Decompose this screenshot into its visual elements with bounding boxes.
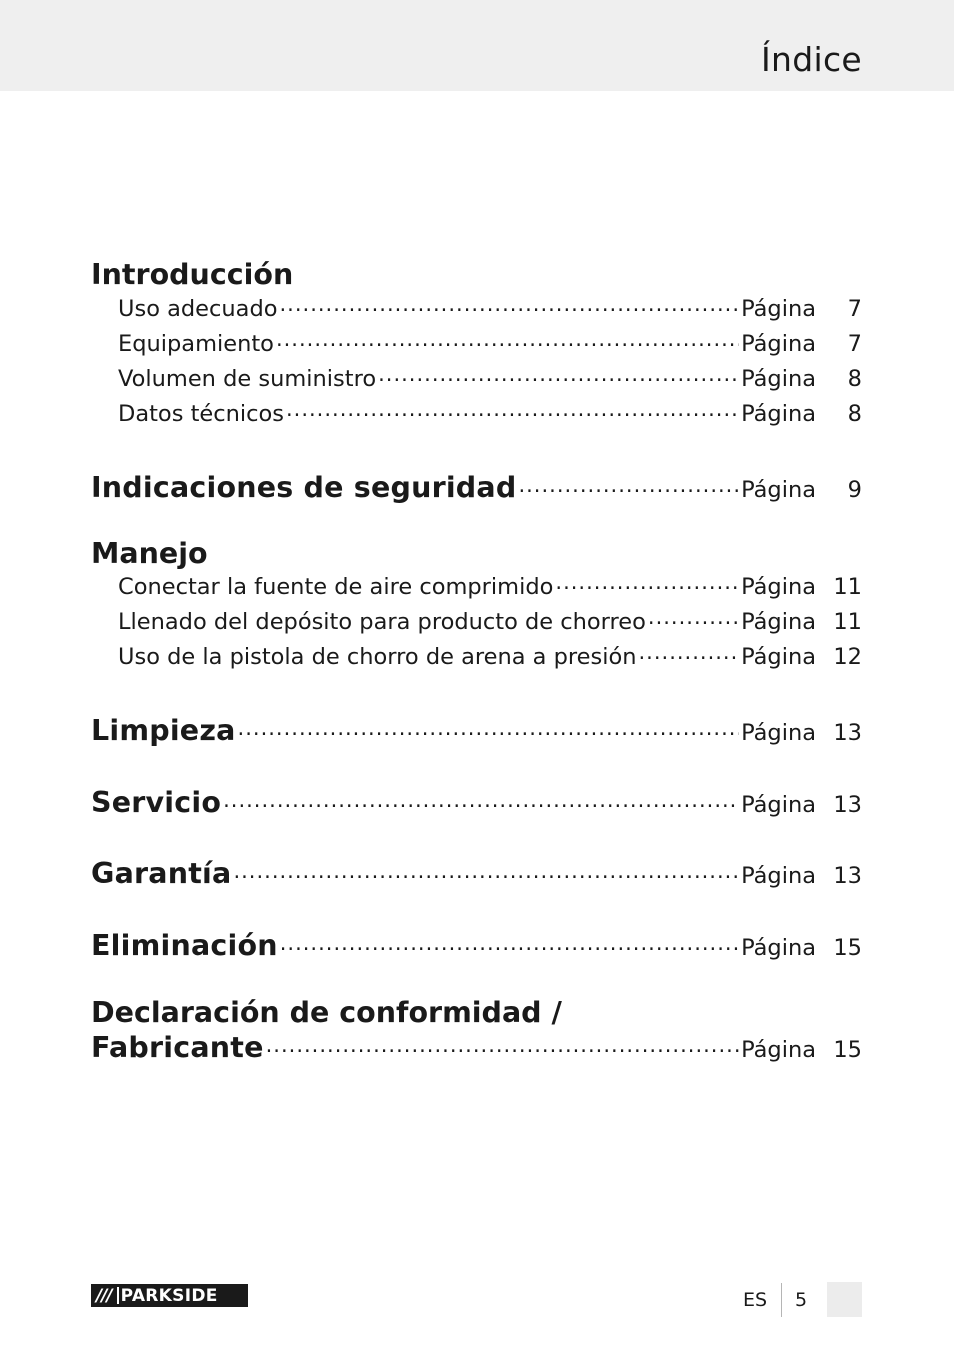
page-word: Página — [741, 400, 816, 427]
page-number: 7 — [847, 330, 862, 357]
page-number: 11 — [833, 609, 862, 635]
language-code: ES — [743, 1289, 768, 1311]
page-number: 13 — [833, 720, 862, 746]
toc-entry-label: Equipamiento — [118, 330, 274, 357]
toc-heading-declaracion[interactable] — [91, 996, 862, 1029]
toc-entry[interactable] — [91, 293, 862, 328]
dot-leader — [233, 855, 739, 884]
toc-heading-eliminacion[interactable] — [91, 926, 862, 962]
table-of-contents — [91, 258, 862, 1064]
toc-entry-label: Llenado del depósito para producto de chorreo — [118, 609, 646, 635]
page-number: 8 — [847, 365, 862, 392]
toc-entry-label: Datos técnicos — [118, 400, 284, 427]
dot-leader — [276, 328, 739, 351]
page-word: Página — [741, 934, 816, 961]
page-number: 13 — [833, 791, 862, 818]
page-word: Página — [741, 791, 816, 818]
footer-tab-box — [827, 1282, 862, 1317]
dot-leader — [238, 712, 740, 741]
page-number: 12 — [833, 644, 862, 670]
dot-leader — [266, 1029, 739, 1058]
toc-heading-seguridad[interactable] — [91, 468, 862, 504]
toc-heading-label: Servicio — [91, 785, 222, 819]
logo-divider — [117, 1287, 119, 1304]
page-number: 11 — [833, 574, 862, 600]
page-number: 7 — [847, 295, 862, 322]
toc-entry[interactable] — [91, 328, 862, 363]
toc-heading-servicio[interactable] — [91, 783, 862, 819]
page-word: Página — [741, 365, 816, 392]
parkside-logo — [91, 1284, 248, 1307]
dot-leader — [518, 468, 739, 497]
toc-heading-label: Manejo — [91, 536, 208, 570]
page-word: Página — [741, 476, 816, 503]
page-title: Índice — [760, 40, 862, 79]
toc-heading-label: Eliminación — [91, 928, 278, 962]
dot-leader — [555, 572, 739, 595]
page-number: 13 — [833, 863, 862, 889]
toc-heading-label: Fabricante — [91, 1031, 264, 1064]
page-number: 15 — [833, 1037, 862, 1063]
logo-brand-text: PARKSIDE — [120, 1285, 218, 1306]
toc-entry-label: Uso adecuado — [118, 295, 278, 322]
toc-heading-garantia[interactable] — [91, 855, 862, 891]
page-word: Página — [741, 295, 816, 322]
page-number: 15 — [833, 934, 862, 961]
page-word: Página — [741, 720, 816, 746]
toc-entry[interactable] — [91, 642, 862, 677]
toc-heading-label: Limpieza — [91, 714, 236, 747]
dot-leader — [223, 783, 739, 812]
page-word: Página — [741, 1037, 816, 1063]
page-word: Página — [741, 644, 816, 670]
toc-entry-label: Uso de la pistola de chorro de arena a presión — [118, 644, 637, 670]
toc-entry[interactable] — [91, 363, 862, 398]
toc-entry[interactable] — [91, 398, 862, 433]
toc-heading-introduccion[interactable] — [91, 258, 862, 291]
toc-entry[interactable] — [91, 572, 862, 607]
toc-heading-label: Garantía — [91, 857, 232, 890]
page-number: 8 — [847, 400, 862, 427]
logo-slashes: /// — [96, 1285, 112, 1306]
page-word: Página — [741, 330, 816, 357]
toc-heading-label: Introducción — [91, 258, 294, 291]
toc-heading-label: Indicaciones de seguridad — [91, 470, 517, 504]
page-word: Página — [741, 574, 816, 600]
dot-leader — [280, 926, 739, 955]
page-word: Página — [741, 609, 816, 635]
toc-entry-label: Volumen de suministro — [118, 365, 377, 392]
toc-heading-limpieza[interactable] — [91, 712, 862, 748]
dot-leader — [639, 642, 740, 665]
toc-heading-manejo[interactable] — [91, 537, 862, 570]
dot-leader — [286, 398, 739, 421]
toc-heading-fabricante[interactable] — [91, 1029, 862, 1065]
toc-entry-label: Conectar la fuente de aire comprimido — [118, 574, 554, 600]
footer-page-number: 5 — [795, 1289, 808, 1311]
footer-divider — [781, 1283, 782, 1317]
page-number: 9 — [847, 476, 862, 503]
page-word: Página — [741, 863, 816, 889]
toc-heading-label-line1: Declaración de conformidad / — [91, 995, 562, 1029]
dot-leader — [280, 293, 740, 316]
dot-leader — [378, 363, 739, 386]
dot-leader — [648, 607, 739, 630]
toc-entry[interactable] — [91, 607, 862, 642]
